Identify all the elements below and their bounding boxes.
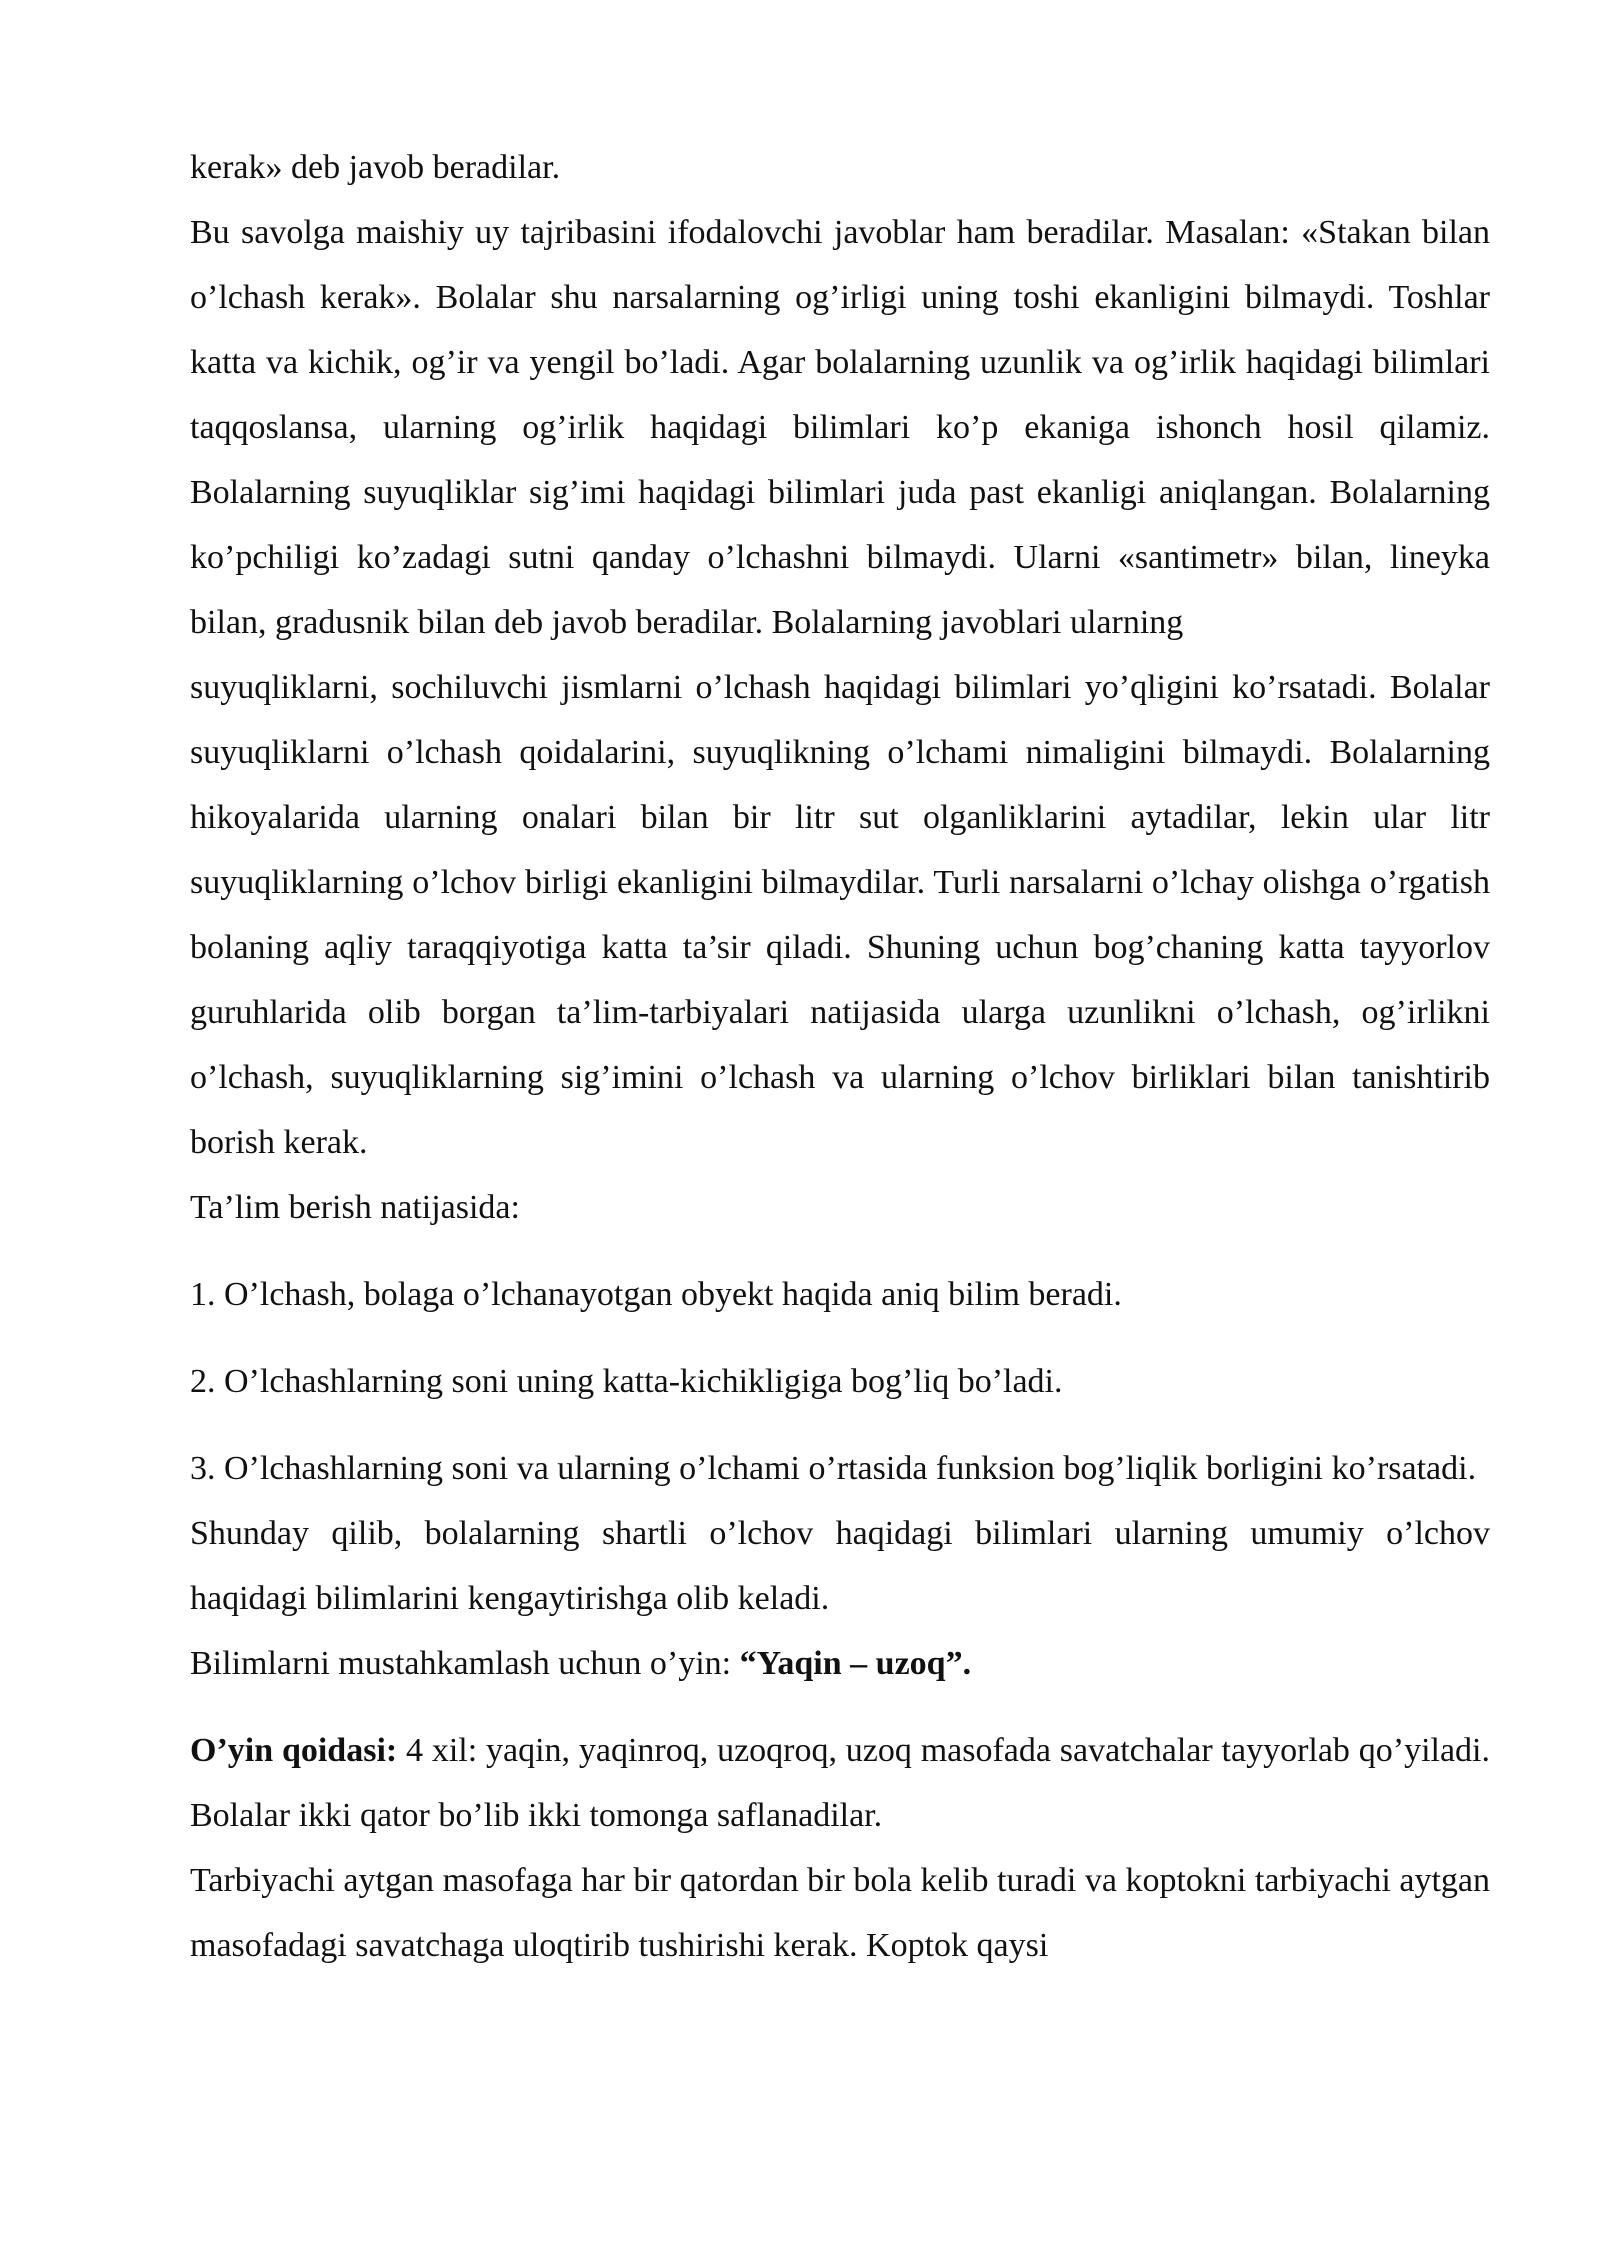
paragraph-4: Ta’lim berish natijasida: (190, 1189, 520, 1226)
list-item-1: 1. O’lchash, bolaga o’lchanayotgan obyekt haqida aniq bilim beradi. (190, 1276, 1122, 1313)
game-title: “Yaqin – uzoq”. (739, 1645, 972, 1682)
paragraph-6-lead: Bilimlarni mustahkamlash uchun o’yin: (190, 1645, 740, 1682)
document-body (190, 135, 1490, 1978)
rule-label: O’yin qoidasi: (190, 1732, 398, 1769)
rule-text: 4 xil: yaqin, yaqinroq, uzoqroq, uzoq masofada savatchalar tayyorlab qo’yiladi. Bolalar ikki qator bo’lib ikki tomonga saflanadilar. (190, 1732, 1491, 1834)
paragraph-7 (190, 1718, 1490, 1848)
paragraph-3: suyuqliklarni, sochiluvchi jismlarni o’lchash haqidagi bilimlari yo’qligini ko’rsatadi. Bolalar suyuqliklarni o’lchash qoidalarini, suyuqlikning o’lchami nimaligini bilmaydi. Bolalarning hikoyalarida ularning onalari bilan bir litr sut olganliklarini aytadilar, lekin ular litr suyuqliklarning o’lchov birligi ekanligini bilmaydilar. Turli narsalarni o’lchay olishga o’rgatish bolaning aqliy taraqqiyotiga katta ta’sir qiladi. Shuning uchun bog’chaning katta tayyorlov guruhlarida olib borgan ta’lim-tarbiyalari natijasida ularga uzunlikni o’lchash, og’irlikni o’lchash, suyuqliklarning sig’imini o’lchash va ularning o’lchov birliklari bilan tanishtirib borish kerak. (190, 669, 1490, 1161)
list-item-2: 2. O’lchashlarning soni uning katta-kichikligiga bog’liq bo’ladi. (190, 1363, 1063, 1400)
paragraph-1: kerak» deb javob beradilar. (190, 149, 561, 186)
paragraph-2: Bu savolga maishiy uy tajribasini ifodalovchi javoblar ham beradilar. Masalan: «Stakan bilan o’lchash kerak». Bolalar shu narsalarning og’irligi uning toshi ekanligini bilmaydi. Toshlar katta va kichik, og’ir va yengil bo’ladi. Agar bolalarning uzunlik va og’irlik haqidagi bilimlari taqqoslansa, ularning og’irlik haqidagi bilimlari ko’p ekaniga ishonch hosil qilamiz. Bolalarning suyuqliklar sig’imi haqidagi bilimlari juda past ekanligi aniqlangan. Bolalarning ko’pchiligi ko’zadagi sutni qanday o’lchashni bilmaydi. Ularni «santimetr» bilan, lineyka bilan, gradusnik bilan deb javob beradilar. Bolalarning javoblari ularning (190, 214, 1490, 641)
paragraph-8: Tarbiyachi aytgan masofaga har bir qatordan bir bola kelib turadi va koptokni tarbiyachi aytgan masofadagi savatchaga uloqtirib tushirishi kerak. Koptok qaysi (190, 1862, 1490, 1964)
paragraph-6 (190, 1631, 1490, 1696)
paragraph-5: Shunday qilib, bolalarning shartli o’lchov haqidagi bilimlari ularning umumiy o’lchov haqidagi bilimlarini kengaytirishga olib keladi. (190, 1515, 1490, 1617)
list-item-3: 3. O’lchashlarning soni va ularning o’lchami o’rtasida funksion bog’liqlik borligini ko’rsatadi. (190, 1450, 1477, 1487)
